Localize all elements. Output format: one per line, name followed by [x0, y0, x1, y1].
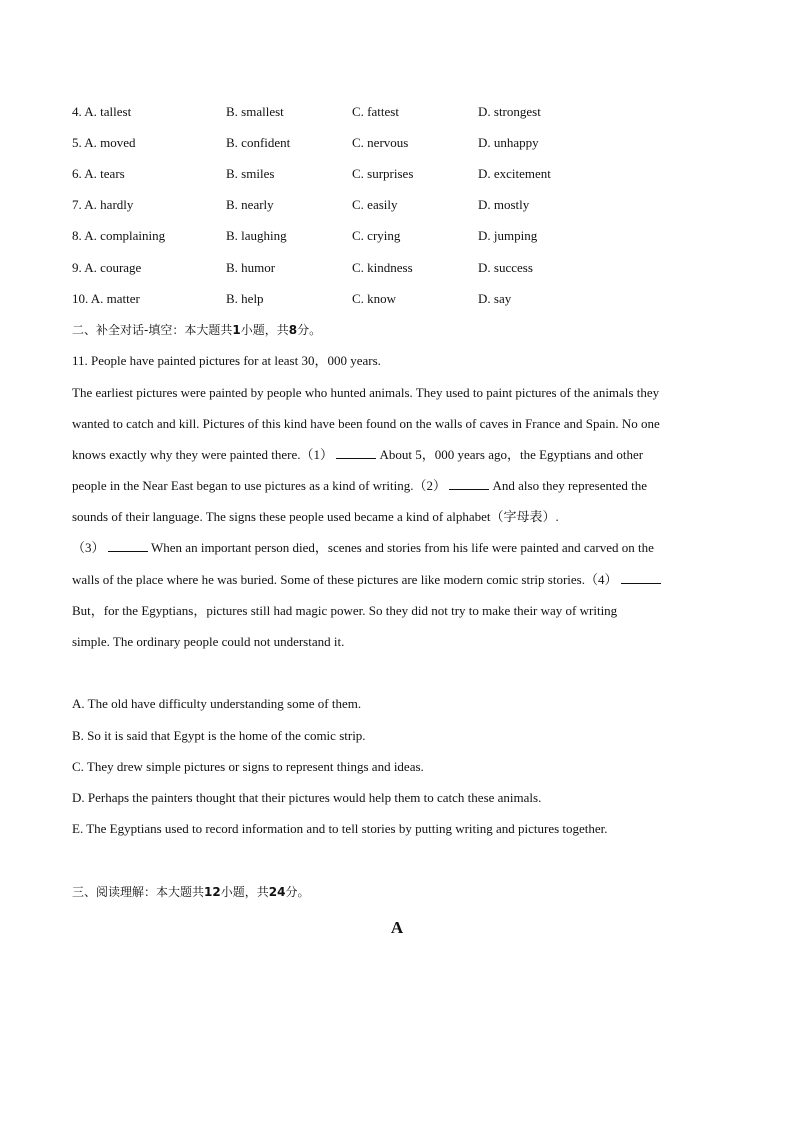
option-d: D. say — [478, 291, 512, 306]
choice-e: E. The Egyptians used to record information and to tell stories by putting writing and pictures together. — [72, 821, 608, 836]
passage-line: But，for the Egyptians，pictures still had magic power. So they did not try to make their way of writing — [72, 603, 618, 618]
heading-text: 小题，共 — [220, 885, 269, 899]
answer-blank-3[interactable] — [108, 539, 148, 552]
option-c: C. know — [352, 291, 397, 306]
option-a: 9. A. courage — [72, 260, 142, 275]
option-c: C. nervous — [352, 135, 409, 150]
option-a: 4. A. tallest — [72, 104, 132, 119]
question-count: 12 — [204, 885, 221, 899]
passage-text: About 5，000 years ago，the Egyptians and other — [379, 447, 644, 462]
option-b: B. laughing — [226, 228, 287, 243]
choice-d: D. Perhaps the painters thought that their pictures would help them to catch these animals. — [72, 790, 542, 805]
heading-text: 二、补全对话-填空：本大题共 — [72, 323, 233, 337]
passage-text: When an important person died，scenes and stories from his life were painted and carved on the — [151, 540, 654, 555]
score-value: 8 — [288, 323, 298, 337]
answer-blank-4[interactable] — [621, 571, 661, 584]
option-b: B. nearly — [226, 197, 274, 212]
heading-text: 小题，共 — [240, 323, 289, 337]
option-d: D. strongest — [478, 104, 541, 119]
passage-line — [72, 571, 661, 589]
heading-text: 三、阅读理解：本大题共 — [72, 885, 205, 899]
reading-part-label: A — [390, 918, 404, 937]
option-d: D. excitement — [478, 166, 551, 181]
option-a: 7. A. hardly — [72, 197, 134, 212]
option-c: C. crying — [352, 228, 401, 243]
passage-line: wanted to catch and kill. Pictures of this kind have been found on the walls of caves in France and Spain. No one — [72, 416, 660, 431]
heading-text: 分。 — [297, 323, 322, 337]
option-c: C. fattest — [352, 104, 399, 119]
passage-text: walls of the place where he was buried. Some of these pictures are like modern comic strip stories.（4） — [72, 572, 618, 587]
question-title: 11. People have painted pictures for at least 30，000 years. — [72, 353, 381, 368]
option-b: B. confident — [226, 135, 291, 150]
option-d: D. jumping — [478, 228, 538, 243]
section-3-heading — [72, 883, 309, 901]
passage-line: simple. The ordinary people could not understand it. — [72, 634, 345, 649]
choice-a: A. The old have difficulty understanding some of them. — [72, 696, 362, 711]
section-2-heading — [72, 321, 321, 339]
score-value: 24 — [268, 885, 286, 899]
passage-line: The earliest pictures were painted by people who hunted animals. They used to paint pictures of the animals they — [72, 385, 660, 400]
option-b: B. humor — [226, 260, 276, 275]
option-d: D. mostly — [478, 197, 530, 212]
choice-b: B. So it is said that Egypt is the home of the comic strip. — [72, 728, 366, 743]
passage-line: sounds of their language. The signs these people used became a kind of alphabet（字母表）. — [72, 509, 559, 524]
option-d: D. success — [478, 260, 533, 275]
choice-c: C. They drew simple pictures or signs to represent things and ideas. — [72, 759, 424, 774]
passage-text: And also they represented the — [492, 478, 648, 493]
option-a: 8. A. complaining — [72, 228, 166, 243]
answer-blank-1[interactable] — [336, 446, 376, 459]
option-a: 5. A. moved — [72, 135, 136, 150]
option-c: C. surprises — [352, 166, 414, 181]
passage-line — [72, 446, 643, 464]
option-b: B. smiles — [226, 166, 275, 181]
passage-text: people in the Near East began to use pictures as a kind of writing.（2） — [72, 478, 447, 493]
option-b: B. help — [226, 291, 264, 306]
question-count: 1 — [232, 323, 241, 337]
passage-line — [72, 477, 647, 495]
option-c: C. easily — [352, 197, 398, 212]
answer-blank-2[interactable] — [449, 477, 489, 490]
passage-text: knows exactly why they were painted there.（1） — [72, 447, 334, 462]
option-d: D. unhappy — [478, 135, 539, 150]
option-a: 10. A. matter — [72, 291, 140, 306]
passage-line — [72, 539, 654, 557]
option-c: C. kindness — [352, 260, 413, 275]
option-b: B. smallest — [226, 104, 284, 119]
passage-text: （3） — [72, 540, 105, 555]
option-a: 6. A. tears — [72, 166, 125, 181]
heading-text: 分。 — [285, 885, 310, 899]
